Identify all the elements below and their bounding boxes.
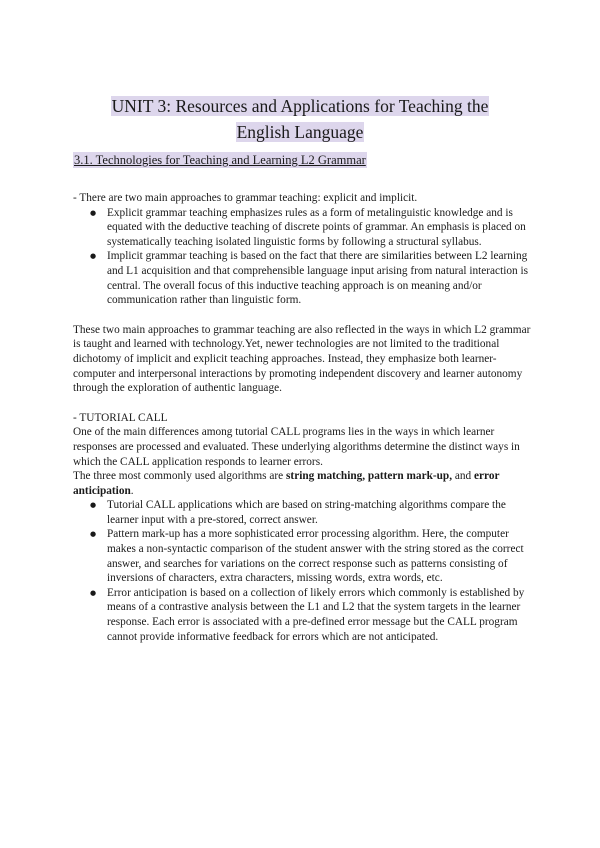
tutorial-call-heading: - TUTORIAL CALL (73, 411, 168, 424)
list-item: ● Implicit grammar teaching is based on the fact that there are similarities between L2 learning and L1 acquisition and that comprehensible language input arising from natural interaction is central. The overall focus of this inductive teaching approach is on meaning and/or communication rather than linguistic form. (73, 249, 533, 307)
algorithms-and: and (452, 470, 475, 483)
section-subheading: 3.1. Technologies for Teaching and Learning L2 Grammar (74, 153, 366, 167)
list-item: ● Pattern mark-up has a more sophisticated error processing algorithm. Here, the computer makes a non-syntactic comparison of the student answer with the string stored as the correct answer, and searches for variations on the correct response such as patterns consisting of inversions of characters, extra characters, missing words, extra words, etc. (73, 527, 533, 585)
technology-paragraph: These two main approaches to grammar teaching are also reflected in the ways in which L2 grammar is taught and learned with technology.Yet, newer technologies are not limited to the traditional dichotomy of implicit and explicit teaching approaches. Instead, they emphasize both learner-computer and interpersonal interactions by promoting independent discovery and learner autonomy through the exploration of authentic language. (73, 323, 531, 395)
document-body (73, 191, 533, 644)
list-item: ● Explicit grammar teaching emphasizes rules as a form of metalinguistic knowledge and is equated with the deductive teaching of discrete points of grammar. An emphasis is placed on systematically teaching isolated linguistic forms by following a structural syllabus. (73, 206, 533, 250)
algorithms-bold-term-error: error anticipation (73, 470, 500, 497)
algorithms-list (73, 498, 533, 644)
tutorial-call-paragraph: One of the main differences among tutorial CALL programs lies in the ways in which learner responses are processed and evaluated. These underlying algorithms determine the distinct ways in which the CALL application responds to learner errors. (73, 426, 520, 468)
approaches-list (73, 206, 533, 308)
approaches-intro: - There are two main approaches to grammar teaching: explicit and implicit. (73, 192, 418, 204)
page-title (60, 93, 540, 145)
list-item: ● Error anticipation is based on a collection of likely errors which commonly is established by means of a contrastive analysis between the L1 and L2 that the system targets in the learner response. Each error is associated with a pre-defined error message but the CALL program cannot provide informative feedback for errors which are not anticipated. (73, 586, 533, 644)
algorithms-end: . (130, 484, 134, 497)
title-line-1: UNIT 3: Resources and Applications for Teaching the (111, 96, 489, 116)
algorithms-sentence (73, 469, 533, 498)
algorithms-bold-terms: string matching, pattern mark-up, (286, 470, 453, 483)
algorithms-lead: The three most commonly used algorithms are (73, 470, 287, 483)
list-item: ● Tutorial CALL applications which are based on string-matching algorithms compare the learner input with a pre-stored, correct answer. (73, 498, 533, 527)
title-line-2: English Language (236, 122, 364, 142)
